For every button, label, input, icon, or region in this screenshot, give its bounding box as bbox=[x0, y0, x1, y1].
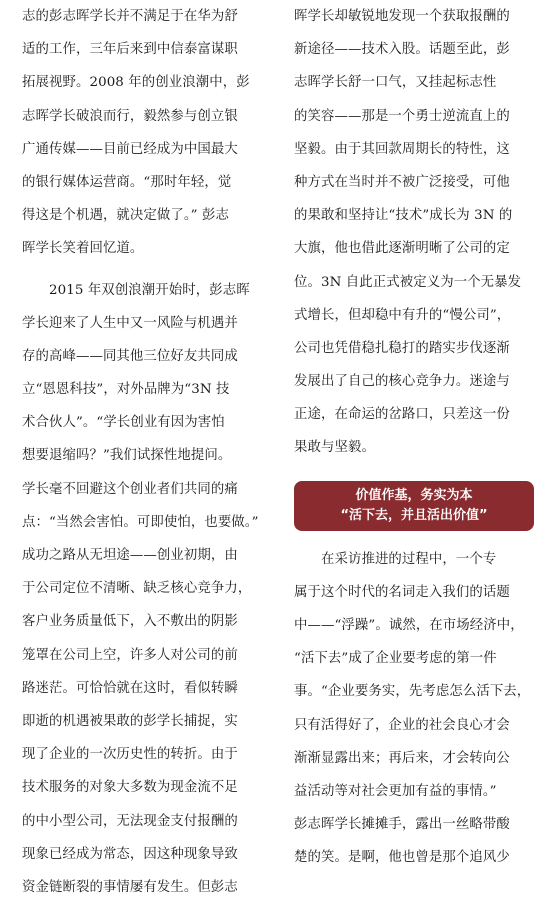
paragraph-line: 即逝的机遇被果敢的彭学长捕捉，实 bbox=[22, 713, 238, 729]
paragraph-line: 中——“浮躁”。诚然，在市场经济中， bbox=[294, 618, 524, 633]
paragraph-line: 技术服务的对象大多数为现金流不足 bbox=[22, 780, 238, 796]
paragraph-line: 益活动等对社会更加有益的事情。” bbox=[294, 783, 497, 799]
paragraph-line: 正途，在命运的岔路口，只差这一份 bbox=[294, 407, 510, 423]
section-heading-banner bbox=[294, 481, 534, 531]
paragraph-line: 的笑容——那是一个勇士逆流直上的 bbox=[294, 108, 510, 124]
section-heading-line-1: 价值作基，务实为本 bbox=[355, 487, 473, 503]
paragraph-line: 资金链断裂的事情屡有发生。但彭志 bbox=[22, 879, 238, 895]
paragraph-line: 存的高峰——同其他三位好友共同成 bbox=[22, 348, 238, 364]
paragraph-line: 的中小型公司，无法现金支付报酬的 bbox=[22, 813, 238, 829]
paragraph-line: 的果敢和坚持让“技术”成长为 3N 的 bbox=[294, 208, 513, 224]
paragraph-line: 拓展视野。2008 年的创业浪潮中，彭 bbox=[22, 75, 250, 91]
paragraph-line: 路迷茫。可恰恰就在这时，看似转瞬 bbox=[22, 680, 238, 696]
paragraph-line: 位。3N 自此正式被定义为一个无暴发 bbox=[294, 274, 522, 290]
paragraph-line: 点：“当然会害怕。可即使怕，也要做。” bbox=[22, 514, 259, 530]
paragraph-line: 公司也凭借稳扎稳打的踏实步伐逐渐 bbox=[294, 340, 510, 356]
paragraph-line: 适的工作，三年后来到中信泰富谋职 bbox=[22, 42, 238, 58]
paragraph-line: 坚毅。由于其回款周期长的特性，这 bbox=[294, 141, 510, 157]
paragraph-line: 式增长，但却稳中有升的“慢公司”， bbox=[294, 307, 511, 323]
paragraph-line: 现象已经成为常态，因这种现象导致 bbox=[22, 846, 238, 862]
paragraph-line: 果敢与坚毅。 bbox=[294, 440, 375, 456]
paragraph-line: 事。“企业要务实，先考虑怎么活下去， bbox=[294, 684, 531, 700]
paragraph-gap bbox=[22, 266, 262, 274]
paragraph-line: 楚的笑。是啊，他也曾是那个追风少 bbox=[294, 850, 510, 866]
paragraph-line: 术合伙人”。“学长创业有因为害怕 bbox=[22, 415, 225, 431]
paragraph-line: 种方式在当时并不被广泛接受，可他 bbox=[294, 174, 510, 190]
paragraph-line: 成功之路从无坦途——创业初期，由 bbox=[22, 548, 238, 563]
paragraph-line: 属于这个时代的名词走入我们的话题 bbox=[294, 584, 510, 600]
paragraph-line: 学长迎来了人生中又一风险与机遇并 bbox=[22, 315, 238, 331]
paragraph-line: 发展出了自己的核心竞争力。迷途与 bbox=[294, 374, 510, 390]
paragraph-line: 现了企业的一次历史性的转折。由于 bbox=[22, 747, 238, 763]
paragraph-line: 2015 年双创浪潮开始时，彭志晖 bbox=[22, 282, 250, 298]
left-column bbox=[22, 0, 262, 904]
paragraph-line: 志的彭志晖学长并不满足于在华为舒 bbox=[22, 9, 238, 24]
paragraph-line: 志晖学长舒一口气，又挂起标志性 bbox=[294, 75, 497, 91]
paragraph-line: 晖学长笑着回忆道。 bbox=[22, 241, 144, 257]
paragraph-line: 得这是个机遇，就决定做了。” 彭志 bbox=[22, 208, 229, 224]
paragraph-line: 在采访推进的过程中，一个专 bbox=[294, 551, 497, 567]
paragraph-line: 新途径——技术入股。话题至此，彭 bbox=[294, 42, 510, 58]
paragraph-line: 渐渐显露出来；再后来，才会转向公 bbox=[294, 750, 510, 766]
paragraph-line: 大旗，他也借此逐渐明晰了公司的定 bbox=[294, 241, 510, 257]
paragraph-line: 于公司定位不清晰、缺乏核心竞争力， bbox=[22, 581, 252, 597]
paragraph-line: 只有活得好了，企业的社会良心才会 bbox=[294, 717, 510, 733]
paragraph-line: “活下去”成了企业要考虑的第一件 bbox=[294, 651, 497, 667]
paragraph-line: 晖学长却敏锐地发现一个获取报酬的 bbox=[294, 9, 510, 24]
paragraph-line: 广通传媒——目前已经成为中国最大 bbox=[22, 141, 238, 157]
paragraph-line: 客户业务质量低下，入不敷出的阴影 bbox=[22, 614, 238, 630]
paragraph-line: 志晖学长破浪而行，毅然参与创立银 bbox=[22, 108, 238, 124]
paragraph-line: 学长毫不回避这个创业者们共同的痛 bbox=[22, 481, 238, 497]
paragraph-line: 的银行媒体运营商。“那时年轻，觉 bbox=[22, 174, 232, 190]
paragraph-line: 想要退缩吗？”我们试探性地提问。 bbox=[22, 448, 232, 464]
paragraph-line: 立“恩恩科技”，对外品牌为“3N 技 bbox=[22, 382, 230, 398]
right-column bbox=[294, 0, 534, 875]
paragraph-line: 彭志晖学长摊摊手，露出一丝略带酸 bbox=[294, 817, 510, 833]
section-heading-line-2: “活下去，并且活出价值” bbox=[340, 507, 488, 523]
paragraph-line: 笼罩在公司上空，许多人对公司的前 bbox=[22, 647, 238, 663]
